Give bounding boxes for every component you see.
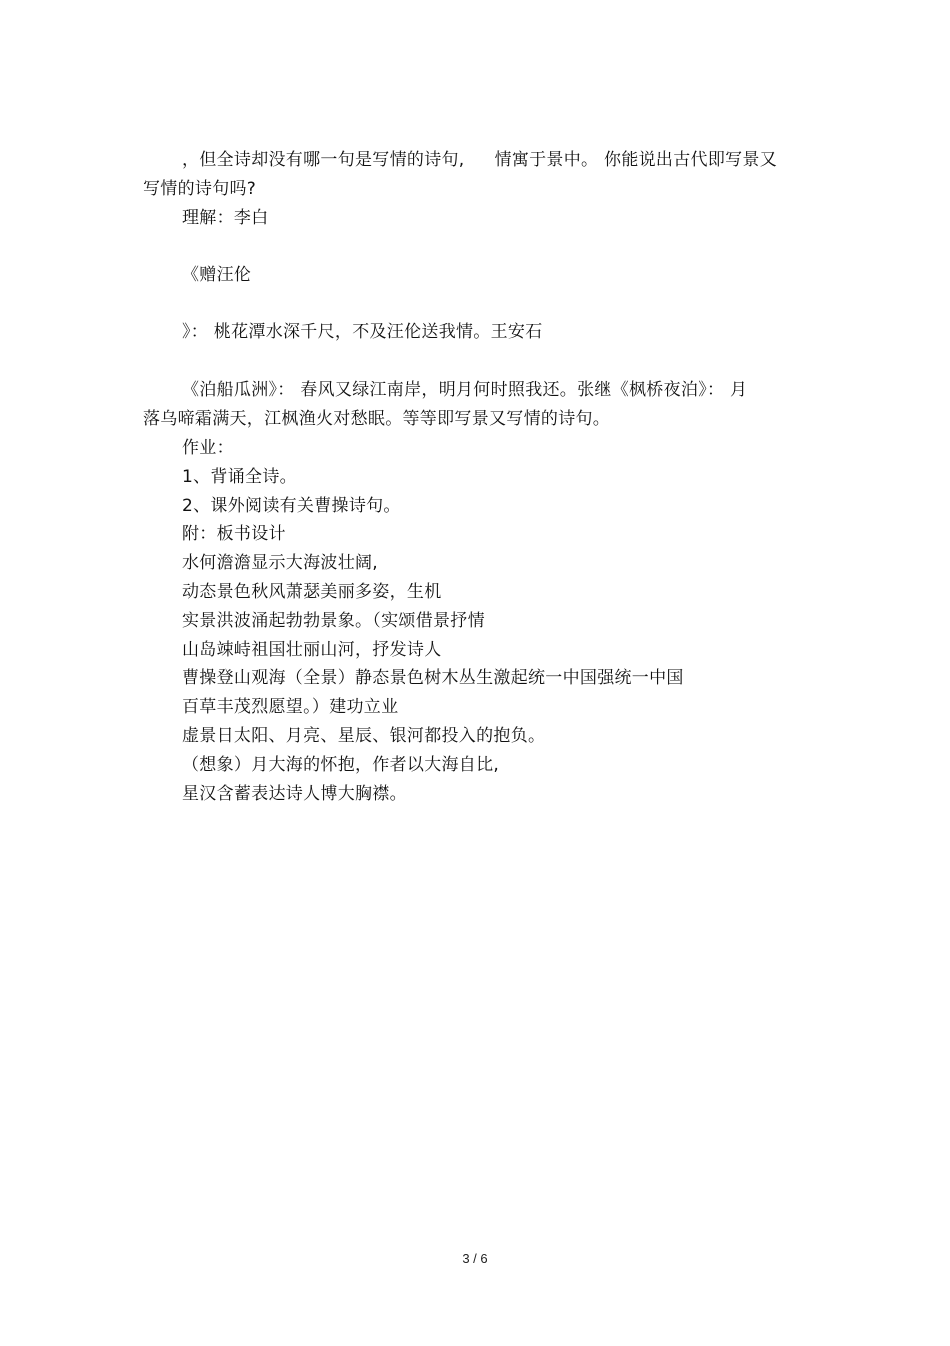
board-design-line: 山岛竦峙祖国壮丽山河，抒发诗人 (182, 640, 442, 660)
board-design-line: 星汉含蓄表达诗人博大胸襟。 (182, 784, 407, 804)
section-heading: 附：板书设计 (182, 524, 286, 544)
paragraph-line (182, 148, 777, 172)
board-design-line: 百草丰茂烈愿望。）建功立业 (182, 697, 399, 717)
text-span: 情寓于景中。 你能说出古代即写景又 (494, 150, 778, 170)
board-design-line: （想象）月大海的怀抱，作者以大海自比, (182, 755, 500, 775)
list-item: 1、背诵全诗。 (182, 467, 297, 487)
paragraph-line: 《泊船瓜洲》： 春风又绿江南岸，明月何时照我还。张继《枫桥夜泊》： 月 (182, 380, 748, 400)
text-span: ，但全诗却没有哪一句是写情的诗句, (182, 150, 465, 170)
list-item: 2、课外阅读有关曹操诗句。 (182, 496, 401, 516)
paragraph-line: 》： 桃花潭水深千尺，不及汪伦送我情。王安石 (182, 322, 543, 342)
board-design-line: 曹操登山观海（全景）静态景色树木丛生激起统一中国强统一中国 (182, 668, 684, 688)
paragraph-line: 落乌啼霜满天，江枫渔火对愁眠。等等即写景又写情的诗句。 (143, 409, 611, 429)
page-number: 3 / 6 (462, 1251, 488, 1266)
board-design-line: 动态景色秋风萧瑟美丽多姿，生机 (182, 582, 442, 602)
board-design-line: 虚景日太阳、月亮、星辰、银河都投入的抱负。 (182, 726, 546, 746)
board-design-line: 实景洪波涌起勃勃景象。（实颂借景抒情 (182, 611, 485, 631)
paragraph-line: 《赠汪伦 (182, 265, 252, 285)
paragraph-line: 理解：李白 (182, 208, 269, 228)
section-heading: 作业： (182, 438, 234, 458)
board-design-line: 水何澹澹显示大海波壮阔, (182, 553, 379, 573)
paragraph-line: 写情的诗句吗? (143, 179, 257, 199)
